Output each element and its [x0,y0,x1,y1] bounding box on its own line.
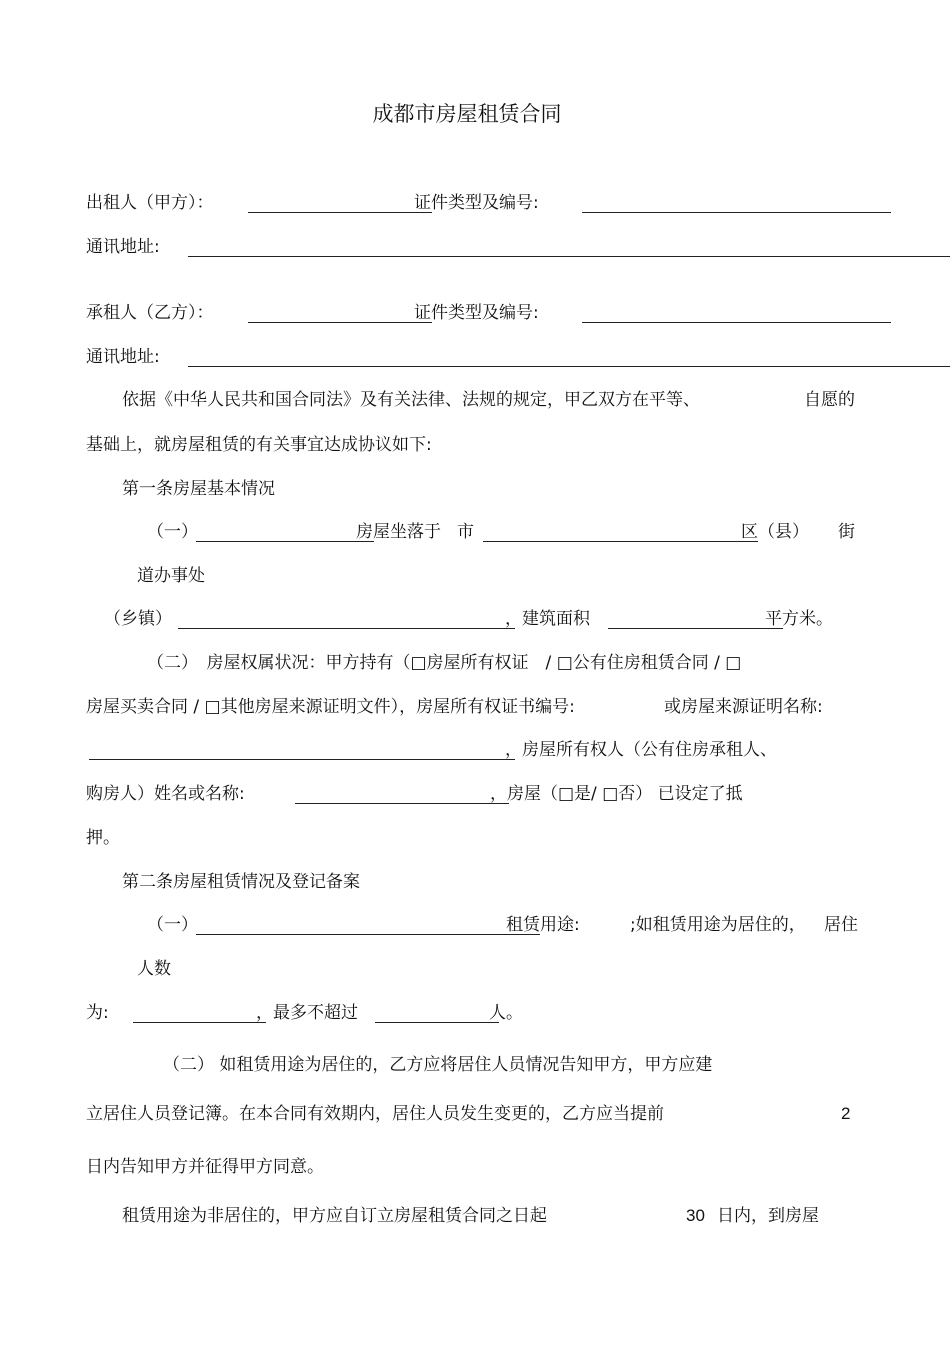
lessor-id-label: 证件类型及编号: [414,193,539,213]
lessee-address-blank [188,366,950,367]
preamble-line2: 基础上，就房屋租赁的有关事宜达成协议如下: [86,435,432,455]
district-label: 区（县） [741,522,809,542]
notice-days: 2 [841,1104,851,1123]
lessee-address-label: 通讯地址: [86,347,160,367]
township-label: （乡镇） [104,609,172,629]
lessor-address-blank [188,256,950,257]
ownership-line3: ，房屋所有权人（公有住房承租人、 [505,740,777,760]
ownership-line1: （二） 房屋权属状况：甲方持有（□房屋所有权证 / □公有住房租赁合同 / □ [147,653,742,673]
occupants-label-b: 人数 [137,959,171,979]
ownership-line2: 房屋买卖合同 / □其他房屋来源证明文件），房屋所有权证书编号: [86,697,575,717]
max-label: ，最多不超过 [256,1003,358,1023]
article2-heading: 第二条房屋租赁情况及登记备案 [122,872,360,892]
area-blank [608,628,783,629]
occupants-is-label: 为: [86,1003,109,1023]
lessor-id-blank [582,212,891,213]
residential-label: ;如租赁用途为居住的， [630,915,806,935]
person-label: 人。 [489,1003,523,1023]
located-label: 房屋坐落于 [356,522,441,542]
article1-item1-prefix: （一） [147,522,198,542]
article2-item1-prefix: （一） [147,915,198,935]
lessor-name-blank [248,212,432,213]
township-blank [178,628,515,629]
nonresidential-text: 租赁用途为非居住的，甲方应自订立房屋租赁合同之日起 [122,1206,547,1226]
lessee-id-blank [582,322,891,323]
article1-heading: 第一条房屋基本情况 [122,479,275,499]
ownership-line2-end: 或房屋来源证明名称: [664,697,823,717]
lessee-name-blank [248,322,432,323]
ownership-line5: 押。 [86,828,120,848]
owner-name-blank [295,803,509,804]
occupants-blank [133,1022,266,1023]
occupants-label-a: 居住 [824,915,858,935]
max-occupants-blank [375,1022,499,1023]
ownership-line4: 购房人）姓名或名称: [86,784,245,804]
usage-blank [196,934,540,935]
street-label: 街 [838,522,855,542]
article2-item2-line3: 日内告知甲方并征得甲方同意。 [86,1157,324,1177]
district-blank [483,541,758,542]
article2-item2-line2: 立居住人员登记簿。在本合同有效期内，居住人员发生变更的，乙方应当提前 [86,1104,664,1124]
lessor-address-label: 通讯地址: [86,237,160,257]
office-label: 道办事处 [137,566,205,586]
usage-label: 租赁用途: [506,915,580,935]
area-unit: 平方米。 [765,609,833,629]
city-label: 市 [457,522,474,542]
lessee-label: 承租人（乙方）： [86,303,214,323]
property-location-blank [196,541,374,542]
certificate-blank [89,759,515,760]
nonresidential-tail: 日内，到房屋 [717,1206,819,1226]
lessor-label: 出租人（甲方）： [86,193,214,213]
lessee-id-label: 证件类型及编号: [414,303,539,323]
registration-days: 30 [686,1206,705,1225]
article2-item2-line1: （二） 如租赁用途为居住的，乙方应将居住人员情况告知甲方，甲方应建 [163,1055,713,1075]
area-label: ，建筑面积 [505,609,590,629]
ownership-line4-end: ，房屋（□是/ □否） 已设定了抵 [490,784,743,804]
preamble-line1-end: 自愿的 [804,390,855,410]
preamble-line1: 依据《中华人民共和国合同法》及有关法律、法规的规定，甲乙双方在平等、 [122,390,700,410]
document-title: 成都市房屋租赁合同 [372,102,562,126]
